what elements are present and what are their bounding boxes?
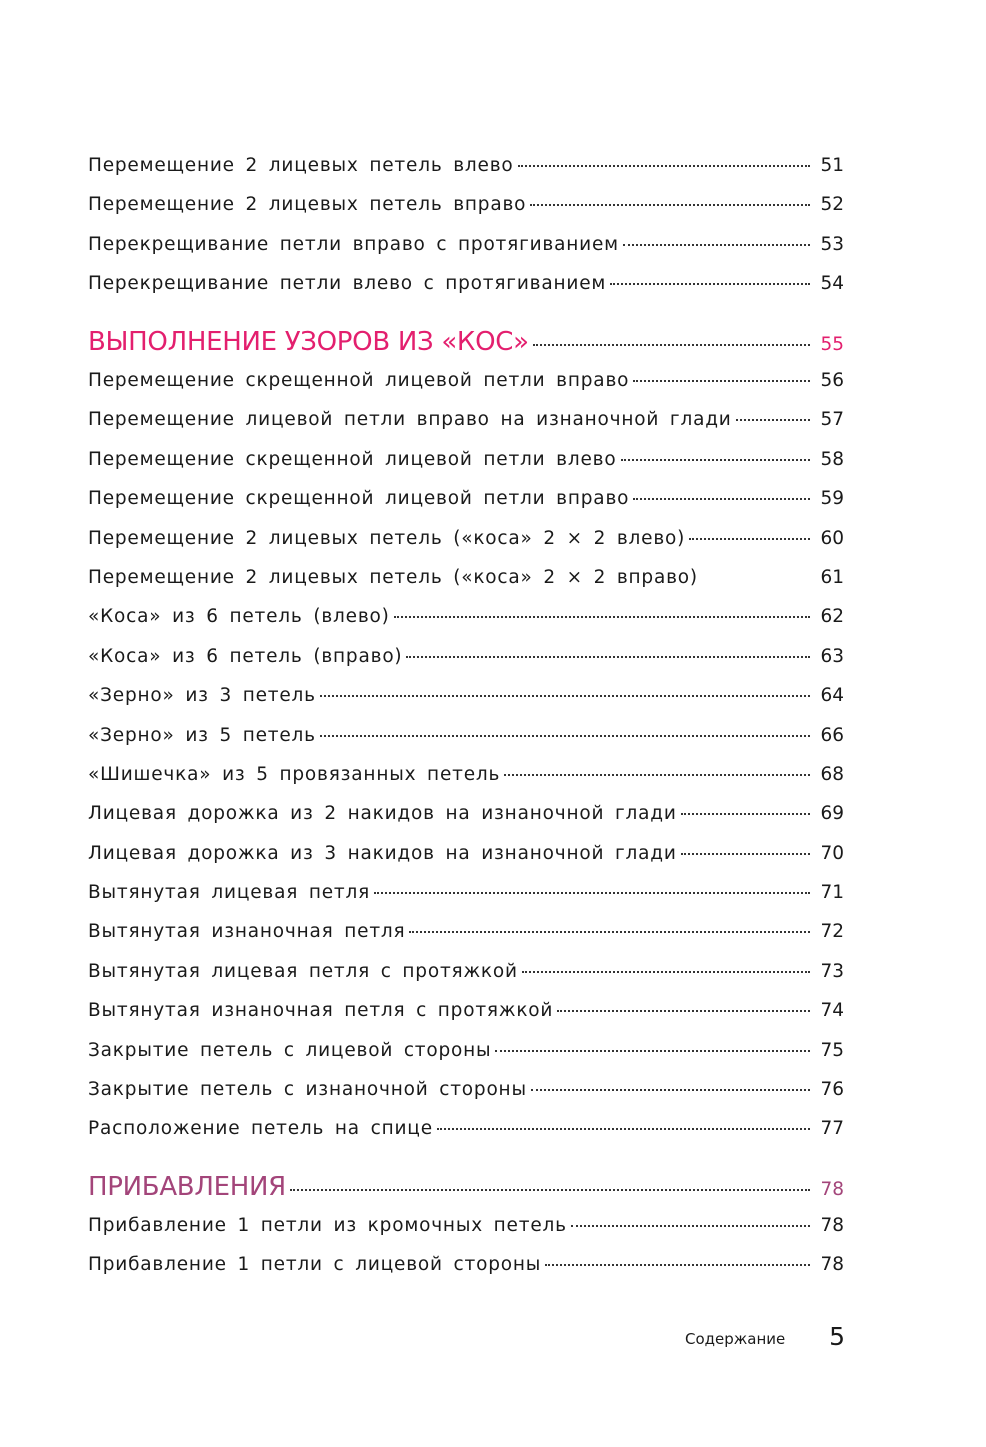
toc-entry-page: 60 [820, 527, 844, 549]
toc-entry-page: 62 [820, 606, 844, 628]
toc-entry-title: Вытянутая лицевая петля [88, 882, 371, 904]
toc-entry-title: Прибавление 1 петли из кромочных петель [88, 1215, 567, 1236]
toc-entry[interactable] [88, 234, 844, 273]
toc-entry-title: Расположение петель на спице [88, 1118, 433, 1140]
toc-entry[interactable] [88, 1215, 844, 1254]
toc-entry[interactable] [88, 725, 844, 764]
dot-leader [531, 1089, 810, 1091]
toc-group-3 [88, 1215, 844, 1294]
dot-leader [633, 498, 810, 500]
toc-entry-title: Прибавление 1 петли с лицевой стороны [88, 1254, 542, 1276]
toc-section-heading-1 [88, 327, 844, 357]
toc-entry-page: 59 [820, 488, 844, 510]
toc-entry-page: 58 [820, 448, 844, 470]
toc-entry-title: Перекрещивание петли вправо с протягиванием [88, 233, 619, 255]
toc-entry-title: Перемещение 2 лицевых петель влево [88, 155, 514, 176]
dot-leader [545, 1264, 810, 1266]
toc-entry-title: «Зерно» из 5 петель [88, 724, 316, 746]
toc-entry[interactable] [88, 1040, 844, 1079]
toc-entry[interactable] [88, 1254, 844, 1293]
toc-entry-title: Перемещение 2 лицевых петель вправо [88, 194, 527, 216]
page-footer [0, 1322, 986, 1362]
toc-entry-title: Перемещение скрещенной лицевой петли вправо [88, 370, 630, 391]
toc-entry-page: 64 [820, 685, 844, 707]
toc-entry-page: 78 [820, 1254, 844, 1276]
dot-leader [320, 735, 810, 737]
toc-entry-page: 70 [820, 842, 844, 864]
toc-entry[interactable] [88, 273, 844, 312]
dot-leader [406, 656, 810, 658]
footer-page-number: 5 [829, 1322, 845, 1351]
footer-section-label: Содержание [685, 1330, 786, 1348]
dot-leader [689, 538, 810, 540]
toc-entry-page: 69 [820, 803, 844, 825]
dot-leader [374, 892, 810, 894]
toc-entry-title: Лицевая дорожка из 2 накидов на изнаночной глади [88, 803, 677, 825]
toc-entry-title: Перемещение 2 лицевых петель («коса» 2 × 2 вправо) [88, 566, 698, 588]
section-heading-title: ВЫПОЛНЕНИЕ УЗОРОВ ИЗ «КОС» [88, 327, 529, 357]
toc-entry-page: 56 [820, 370, 844, 391]
toc-entry[interactable] [88, 961, 844, 1000]
toc-group-1 [88, 155, 844, 313]
dot-leader [571, 1225, 810, 1227]
toc-entry-page: 73 [820, 960, 844, 982]
dot-leader [320, 695, 810, 697]
dot-leader [504, 774, 810, 776]
dot-leader [394, 616, 810, 618]
toc-entry[interactable] [88, 1079, 844, 1118]
dot-leader [736, 419, 810, 421]
dot-leader [623, 244, 810, 246]
toc-entry-title: Лицевая дорожка из 3 накидов на изнаночной глади [88, 842, 677, 864]
toc-entry-title: Закрытие петель с лицевой стороны [88, 1039, 492, 1061]
toc-entry-page: 72 [820, 921, 844, 943]
toc-entry-page: 77 [820, 1118, 844, 1140]
toc-entry[interactable] [88, 685, 844, 724]
toc-entry[interactable] [88, 764, 844, 803]
dot-leader [518, 165, 810, 167]
dot-leader [290, 1189, 810, 1191]
toc-entry[interactable] [88, 449, 844, 488]
toc-entry[interactable] [88, 528, 844, 567]
dot-leader [437, 1128, 810, 1130]
toc-entry-title: Перемещение скрещенной лицевой петли вправо [88, 488, 630, 510]
dot-leader [533, 344, 810, 346]
toc-entry[interactable] [88, 921, 844, 960]
section-heading[interactable] [88, 1172, 844, 1202]
section-heading-page: 55 [820, 334, 844, 355]
toc-entry[interactable] [88, 1000, 844, 1039]
toc-entry[interactable] [88, 194, 844, 233]
toc-entry-title: Перемещение 2 лицевых петель («коса» 2 × 2 влево) [88, 527, 686, 549]
toc-entry[interactable] [88, 488, 844, 527]
toc-entry-title: Вытянутая лицевая петля с протяжкой [88, 960, 518, 982]
toc-entry-title: Перекрещивание петли влево с протягиванием [88, 273, 607, 295]
toc-entry-page: 66 [820, 724, 844, 746]
toc-entry-title: «Зерно» из 3 петель [88, 685, 316, 707]
dot-leader [621, 459, 811, 461]
dot-leader [702, 577, 810, 579]
toc-entry[interactable] [88, 155, 844, 194]
toc-entry[interactable] [88, 882, 844, 921]
toc-entry[interactable] [88, 646, 844, 685]
dot-leader [530, 204, 810, 206]
toc-entry[interactable] [88, 606, 844, 645]
toc-entry-title: Вытянутая изнаночная петля с протяжкой [88, 1000, 554, 1022]
toc-entry-title: «Коса» из 6 петель (вправо) [88, 645, 403, 667]
dot-leader [681, 853, 810, 855]
toc-group-2 [88, 370, 844, 1158]
toc-entry-title: Закрытие петель с изнаночной стороны [88, 1079, 527, 1101]
toc-entry-page: 71 [820, 882, 844, 904]
dot-leader [495, 1050, 810, 1052]
toc-entry[interactable] [88, 409, 844, 448]
toc-entry[interactable] [88, 567, 844, 606]
section-heading-page: 78 [820, 1179, 844, 1200]
toc-entry[interactable] [88, 1118, 844, 1157]
toc-entry-page: 75 [820, 1039, 844, 1061]
toc-entry-title: «Шишечка» из 5 провязанных петель [88, 763, 501, 785]
section-heading[interactable] [88, 327, 844, 357]
toc-entry-page: 74 [820, 1000, 844, 1022]
toc-entry-page: 68 [820, 763, 844, 785]
dot-leader [557, 1010, 810, 1012]
toc-entry-title: Перемещение скрещенной лицевой петли влево [88, 448, 617, 470]
toc-entry-page: 52 [820, 194, 844, 216]
toc-entry[interactable] [88, 803, 844, 842]
dot-leader [409, 931, 810, 933]
dot-leader [681, 813, 810, 815]
dot-leader [633, 380, 810, 382]
section-heading-title: ПРИБАВЛЕНИЯ [88, 1172, 286, 1202]
toc-entry-page: 51 [820, 155, 844, 176]
toc-entry-page: 78 [820, 1215, 844, 1236]
toc-entry-page: 63 [820, 645, 844, 667]
toc-entry-page: 57 [820, 409, 844, 431]
toc-entry-page: 61 [820, 566, 844, 588]
toc-entry-title: «Коса» из 6 петель (влево) [88, 606, 390, 628]
toc-entry-title: Перемещение лицевой петли вправо на изнаночной глади [88, 409, 732, 431]
toc-entry-page: 54 [820, 273, 844, 295]
toc-entry-title: Вытянутая изнаночная петля [88, 921, 406, 943]
toc-entry-page: 76 [820, 1079, 844, 1101]
dot-leader [522, 971, 810, 973]
dot-leader [610, 283, 810, 285]
toc-entry-page: 53 [820, 233, 844, 255]
toc-entry[interactable] [88, 370, 844, 409]
toc-entry[interactable] [88, 843, 844, 882]
toc-section-heading-2 [88, 1172, 844, 1202]
